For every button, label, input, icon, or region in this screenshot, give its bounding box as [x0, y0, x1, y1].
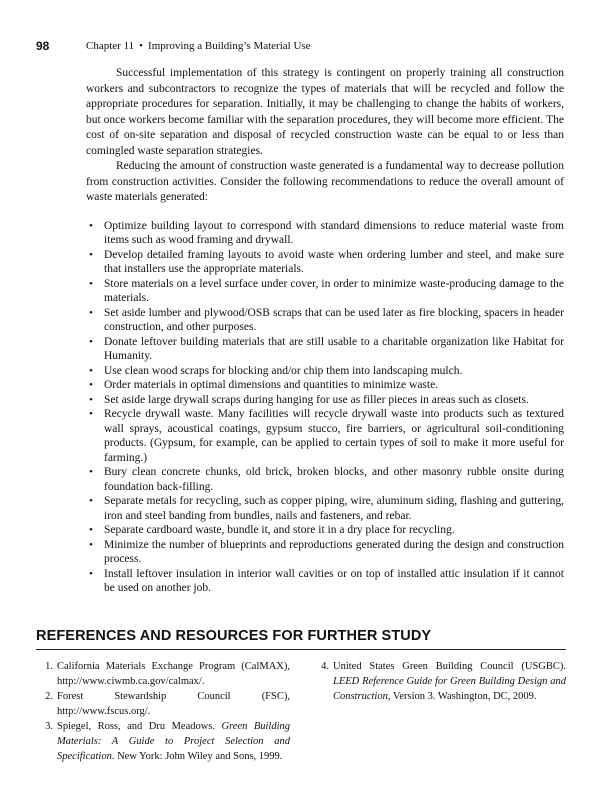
references-column-right — [312, 659, 566, 704]
header-separator: • — [139, 40, 144, 52]
reference-title: Green Building Materials: A Guide to Project Selection and Specification — [57, 721, 290, 762]
reference-item — [36, 719, 290, 764]
bullet-icon: • — [89, 495, 93, 507]
recommendation-list — [86, 219, 564, 596]
chapter-heading — [86, 40, 311, 52]
list-item: • Set aside lumber and plywood/OSB scraps that can be used later as fire blocking, spacers in header construction, and other purposes. — [89, 306, 564, 333]
page-number: 98 — [36, 39, 50, 53]
bullet-icon: • — [89, 408, 93, 420]
list-item: • Minimize the number of blueprints and reproductions generated during the design and construction process. — [89, 538, 564, 565]
bullet-icon: • — [89, 524, 93, 536]
bullet-icon: • — [89, 364, 93, 377]
reference-item — [312, 659, 566, 704]
reference-text: Spiegel, Ross, and Dru Meadows. — [57, 721, 222, 732]
list-item: • Recycle drywall waste. Many facilities will recycle drywall waste into products such as textured wall sprays, acoustical coatings, gypsum stucco, fire barriers, or agricultural soil-conditioning products. (Gypsum, for example, can be applied to certain types of soil to make it more useful for farming.) — [89, 408, 564, 464]
body-text — [86, 66, 564, 596]
list-item: • Install leftover insulation in interior wall cavities or on top of installed attic insulation if it cannot be used on another job. — [89, 567, 564, 594]
reference-number: 2. — [45, 691, 53, 702]
chapter-title: Improving a Building’s Material Use — [148, 40, 311, 52]
section-divider — [36, 649, 566, 650]
reference-text: United States Green Building Council (USGBC). — [333, 661, 566, 672]
bullet-icon: • — [89, 466, 93, 478]
bullet-icon: • — [89, 393, 93, 406]
bullet-icon: • — [89, 379, 93, 391]
bullet-icon: • — [89, 219, 93, 232]
bullet-icon: • — [89, 567, 93, 580]
running-header — [36, 39, 566, 55]
list-item: • Develop detailed framing layouts to avoid waste when ordering lumber and steel, and make sure that installers use the appropriate materials. — [89, 248, 564, 275]
paragraph: Successful implementation of this strategy is contingent on properly training all construction workers and subcontractors to recognize the types of materials that will be recycled and follow the appropriate procedures for separation. Initially, it may be challenging to change the habits of workers, but once workers become familiar with the separation procedures, they will become more efficient. The cost of on-site separation and disposal of recycled construction waste can be equal to or less than comingled waste separation strategies. — [86, 67, 564, 157]
bullet-icon: • — [89, 306, 93, 319]
list-item: • Store materials on a level surface under cover, in order to minimize waste-producing damage to the materials. — [89, 277, 564, 304]
list-item: • Bury clean concrete chunks, old brick, broken blocks, and other masonry rubble onsite during foundation back-filling. — [89, 466, 564, 493]
reference-number: 3. — [45, 721, 53, 732]
references-column-left — [36, 659, 290, 764]
bullet-icon: • — [89, 538, 93, 551]
paragraph: Reducing the amount of construction waste generated is a fundamental way to decrease pollution from construction activities. Consider the following recommendations to reduce the overall amount of waste materials generated: — [86, 160, 564, 203]
list-item: • Order materials in optimal dimensions and quantities to minimize waste. — [89, 379, 439, 391]
list-item: • Donate leftover building materials that are still usable to a charitable organization like Habitat for Humanity. — [89, 335, 564, 362]
references-heading: REFERENCES AND RESOURCES FOR FURTHER STUDY — [36, 628, 432, 644]
reference-text: . New York: John Wiley and Sons, 1999. — [111, 751, 283, 762]
reference-item — [36, 659, 290, 689]
reference-item — [36, 689, 290, 719]
reference-text: California Materials Exchange Program (CalMAX), http://www.ciwmb.ca.gov/calmax/. — [57, 661, 290, 687]
bullet-icon: • — [89, 248, 93, 261]
list-item: • Set aside large drywall scraps during hanging for use as filler pieces in areas such as closets. — [89, 393, 529, 406]
list-item: • Use clean wood scraps for blocking and/or chip them into landscaping mulch. — [89, 364, 463, 377]
reference-number: 4. — [321, 661, 329, 672]
reference-number: 1. — [45, 661, 53, 672]
bullet-icon: • — [89, 335, 93, 348]
list-item: • Separate cardboard waste, bundle it, and store it in a dry place for recycling. — [89, 524, 455, 536]
reference-text: Version 3. Washington, DC, 2009. — [390, 691, 537, 702]
reference-text: Forest Stewardship Council (FSC), http://www.fscus.org/. — [57, 691, 290, 717]
chapter-label: Chapter 11 — [86, 40, 135, 52]
list-item: • Optimize building layout to correspond with standard dimensions to reduce material waste from items such as wood framing and drywall. — [89, 219, 564, 246]
reference-title: LEED Reference Guide for Green Building Design and Construction, — [333, 676, 566, 702]
list-item: • Separate metals for recycling, such as copper piping, wire, aluminum siding, flashing and guttering, iron and steel banding from bundles, nails and fasteners, and rebar. — [89, 495, 564, 522]
bullet-icon: • — [89, 277, 93, 290]
